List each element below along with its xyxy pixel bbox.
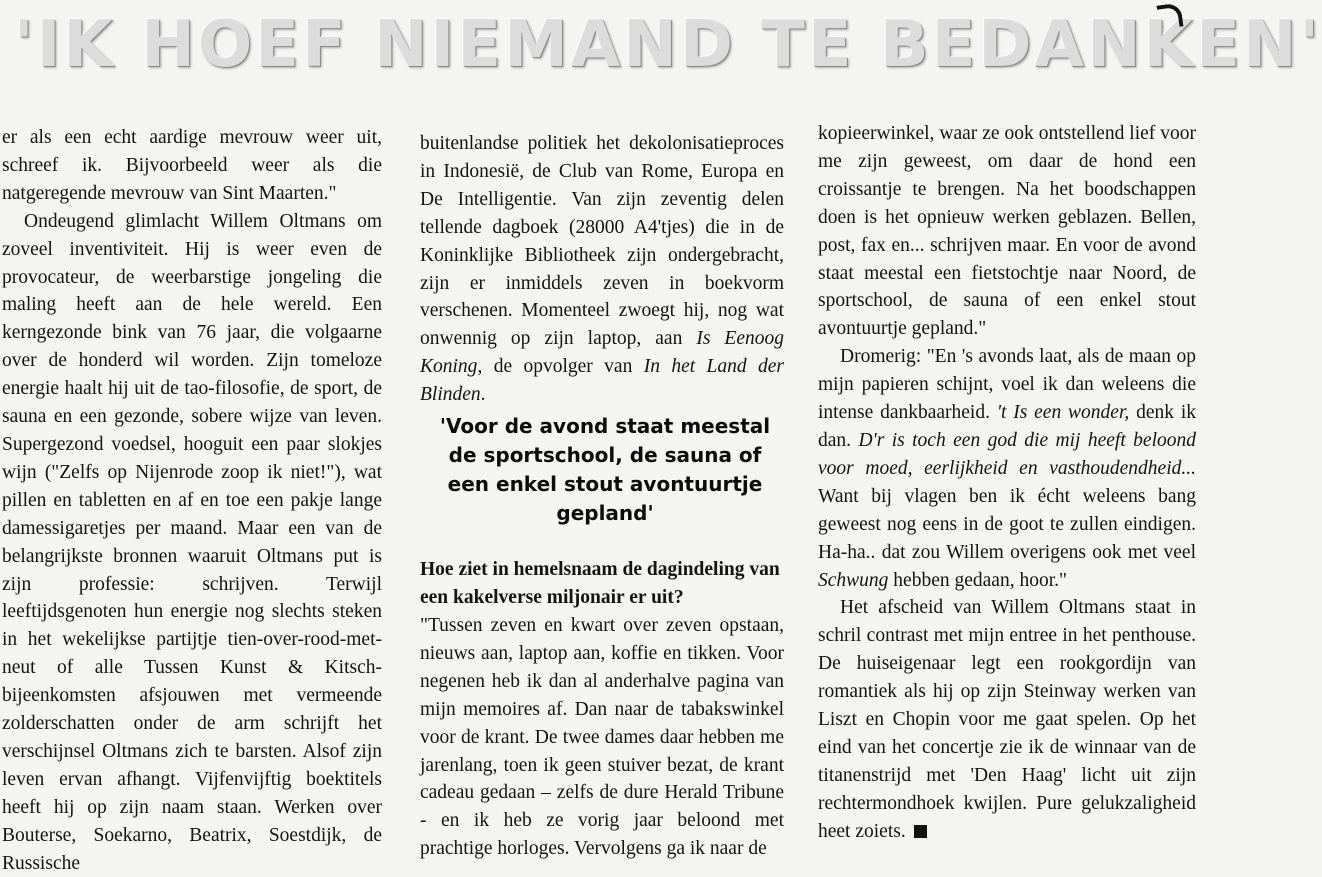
column-3-paragraph-1: kopieerwinkel, waar ze ook ontstellend lief voor me zijn geweest, om daar de hond een croissantje te brengen. Na het boodschappen doen is het opnieuw werken geblazen. Bellen, post, fax en... schrijven maar. En voor de avond staat meestal een fietstochtje naar Noord, de sportschool, de sauna of een enkel stout avontuurtje gepland.": [818, 123, 1196, 340]
column-3-text: hebben gedaan, hoor.": [888, 569, 1067, 591]
pull-quote: 'Voor de avond staat meestal de sportschool, de sauna of een enkel stout avontuurtje gepland': [439, 414, 771, 525]
column-3-text: denk ik dan.: [818, 402, 1197, 451]
italic-word: Schwung: [818, 569, 889, 591]
column-2-text: buitenlandse politiek het dekolonisatieproces in Indonesië, de Club van Rome, Europa en De Intelligentie. Van zijn zeventig delen tellende dagboek (28000 A4'tjes) die in de Koninklijke Bibliotheek zijn ondergebracht, zijn er inmiddels zeven in boekvorm verschenen. Momenteel zwoegt hij, nog wat onwennig op zijn laptop, aan: [420, 133, 784, 350]
column-2-paragraph-2: "Tussen zeven en kwart over zeven opstaan, nieuws aan, laptop aan, koffie en tikken. Voor negenen heb ik dan al anderhalve pagina van mijn memoires af. Dan naar de tabakswinkel voor de krant. De twee dames daar hebben me jarenlang, toen ik geen stuiver bezat, de krant cadeau gedaan – zelfs de dure Herald Tribune - en ik heb ze vorig jaar beloond met prachtige horloges. Vervolgens ga ik naar de: [420, 615, 784, 860]
interview-question: Hoe ziet in hemelsnaam de dagindeling van een kakelverse miljonair er uit?: [420, 559, 780, 608]
column-3-paragraph-3: [818, 594, 1196, 845]
column-3-text: Want bij vlagen ben ik écht weleens bang geweest nog eens in de goot te zullen eindigen. Ha-ha.. dat zou Willem overigens ook met veel: [818, 485, 1196, 563]
column-2-paragraph-1: [420, 130, 784, 409]
corner-mark-icon: [1156, 2, 1183, 29]
book-title-land-der-blinden: In het Land der Blinden: [420, 356, 784, 406]
column-2-text: , de opvolger van: [477, 356, 644, 378]
italic-phrase: D'r is toch een god die mij heeft beloond voor moed, eerlijkheid en vasthoudendheid...: [818, 429, 1196, 479]
column-3-text: Dromerig: "En 's avonds laat, als de maan op mijn papieren schijnt, voel ik dan weleens die intense dankbaarheid.: [818, 346, 1196, 424]
column-1-paragraph-2: Ondeugend glimlacht Willem Oltmans om zoveel inventiviteit. Hij is weer even de provocateur, de weerbarstige jongeling die maling heeft aan de hele wereld. Een kerngezonde bink van 76 jaar, die volgaarne over de honderd wil worden. Zijn tomeloze energie haalt hij uit de tao-filosofie, de sport, de sauna en een gezonde, sobere wijze van leven. Supergezond voedsel, hooguit een paar slokjes wijn ("Zelfs op Nijenrode zoop ik niet!"), wat pillen en tabletten en af en toe een pakje lange damessigaretjes per maand. Maar een van de belangrijkste bronnen waaruit Oltmans put is zijn professie: schrijven. Terwijl leeftijdsgenoten hun energie nog slechts steken in het wekelijkse partijtje tien-over-rood-met-neut of alle Tussen Kunst & Kitsch-bijeenkomsten afsjouwen met vermeende zolderschatten onder de arm schrijft het verschijnsel Oltmans zich te barsten. Alsof zijn leven ervan afhangt. Vijfenvijftig boektitels heeft hij op zijn naam staan. Werken over Bouterse, Soekarno, Beatrix, Soestdijk, de Russische: [2, 210, 382, 874]
article-headline: 'IK HOEF NIEMAND TE BEDANKEN': [14, 8, 1322, 82]
column-3: [818, 120, 1196, 846]
column-1-paragraph-1: er als een echt aardige mevrouw weer uit, schreef ik. Bijvoorbeeld weer als die natgeregende mevrouw van Sint Maarten.": [2, 127, 382, 204]
book-title-eenoog: Is Eenoog Koning: [420, 328, 784, 378]
column-2-continued: [420, 612, 784, 863]
column-3-text: Het afscheid van Willem Oltmans staat in schril contrast met mijn entree in het penthouse. De huiseigenaar legt een rookgordijn van romantiek als hij op zijn Steinway werken van Liszt en Chopin voor me gaat spelen. Op het eind van het concertje zie ik de winnaar van de titanenstrijd met 'Den Haag' licht uit zijn rechtermondhoek kwijlen. Pure gelukzaligheid heet zoiets.: [818, 597, 1196, 842]
italic-phrase: 't Is een wonder,: [996, 402, 1130, 424]
column-2: [420, 130, 784, 409]
column-2-text: .: [480, 384, 486, 406]
column-3-paragraph-2: [818, 343, 1196, 594]
end-of-article-square-icon: [914, 825, 927, 838]
column-1: [2, 124, 382, 877]
